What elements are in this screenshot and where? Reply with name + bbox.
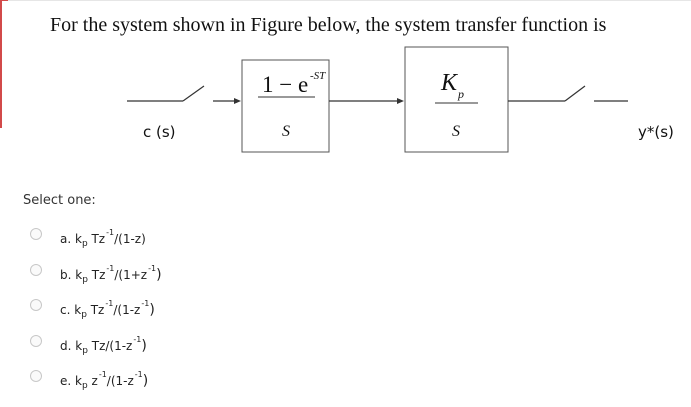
option-b-radio[interactable]: [30, 264, 42, 276]
input-signal-label: c (s): [143, 123, 176, 141]
block-diagram: [0, 0, 691, 190]
option-c[interactable]: [30, 295, 330, 319]
block1-exponent: -ST: [310, 70, 326, 82]
option-b-text: b. $k_p$ $Tz^{-1}/(1+z^{-1})$: [60, 264, 162, 285]
option-a-radio[interactable]: [30, 228, 42, 240]
block1-numerator: 1 − e: [262, 72, 309, 97]
option-e[interactable]: [30, 366, 330, 390]
block2-subscript: p: [458, 87, 464, 101]
output-sampler-switch: [565, 86, 585, 101]
output-signal-label: y*(s): [638, 123, 674, 141]
option-a[interactable]: [30, 224, 330, 248]
option-d-radio[interactable]: [30, 335, 42, 347]
option-d-text: d. $k_p$ $Tz/(1-z^{-1})$: [60, 335, 147, 356]
arrow-head-1: [234, 98, 241, 104]
question-text: For the system shown in Figure below, the system transfer function is: [50, 14, 607, 36]
option-d[interactable]: [30, 331, 330, 355]
arrow-head-2: [397, 98, 404, 104]
input-sampler-switch: [183, 86, 204, 101]
option-b[interactable]: [30, 260, 330, 284]
option-a-text: a. $k_p$ $Tz^{-1}/(1-z)$: [60, 228, 146, 249]
block2-numerator: K: [441, 70, 458, 96]
select-one-label: Select one:: [23, 193, 96, 208]
option-c-radio[interactable]: [30, 299, 42, 311]
option-e-radio[interactable]: [30, 370, 42, 382]
block1-denominator: S: [282, 123, 290, 140]
option-c-text: c. $k_p$ $Tz^{-1}/(1-z^{-1})$: [60, 299, 155, 320]
option-e-text: e. $k_p$ $z^{-1}/(1-z^{-1})$: [60, 370, 149, 391]
block2-denominator: S: [452, 123, 460, 140]
